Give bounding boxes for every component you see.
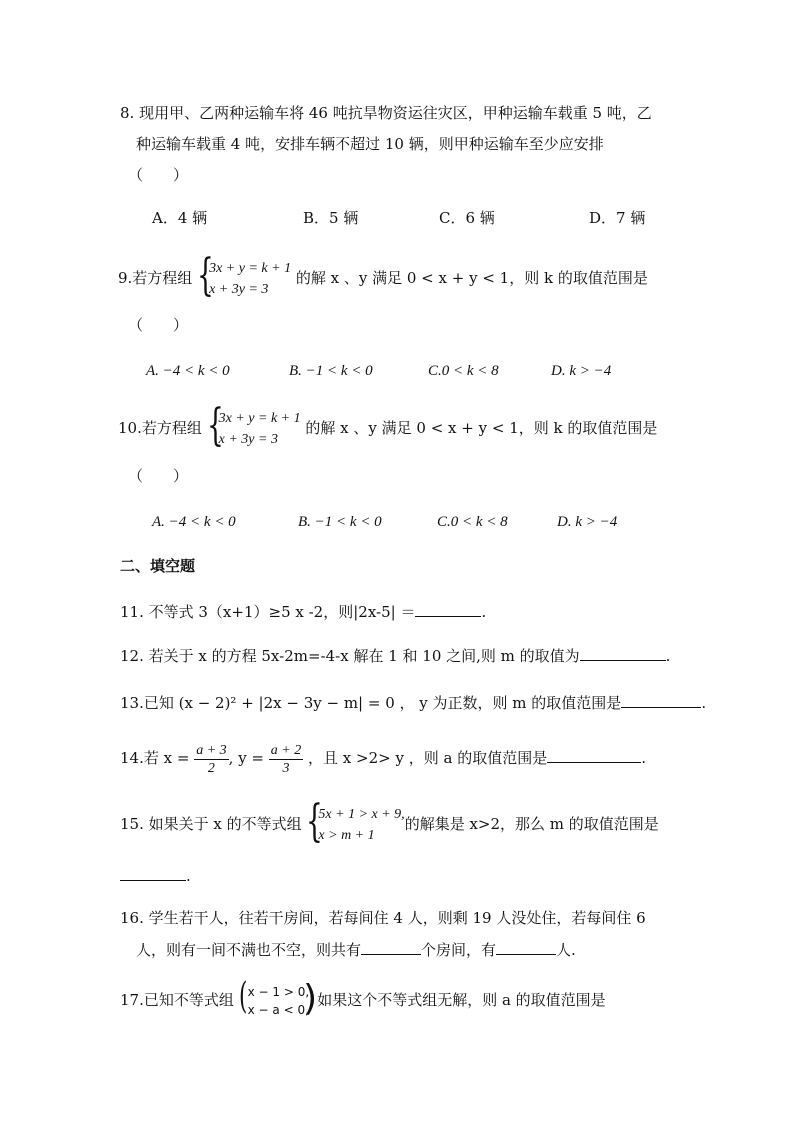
q14-mid: , y = [228, 749, 265, 767]
q15-line [120, 796, 659, 847]
q11-blank[interactable] [415, 602, 481, 617]
q15-answer-line [120, 866, 191, 886]
q12-line [120, 646, 670, 666]
q10-eq2: x + 3y = 3 [218, 432, 278, 447]
q17-prefix: 17.已知不等式组 [120, 991, 234, 1009]
q8-line2: 种运输车载重 4 吨，安排车辆不超过 10 辆，则甲种运输车至少应安排 [136, 135, 604, 153]
q8-option-d: D．7 辆 [589, 209, 646, 227]
q17-line [120, 978, 606, 1022]
q9-option-c: C.0 < k < 8 [428, 363, 499, 379]
q14-end: . [641, 749, 646, 767]
q14-suffix: ，且 x >2> y ，则 a 的取值范围是 [308, 749, 548, 767]
q15-blank[interactable] [120, 866, 186, 881]
q10-option-c: C.0 < k < 8 [437, 514, 508, 530]
q10-eq1: 3x + y = k + 1 [218, 411, 301, 426]
q8-option-a: A．4 辆 [152, 209, 208, 227]
section-heading-fill-in: 二、填空题 [120, 557, 196, 575]
q15-eq1: 5x + 1 > x + 9, [318, 807, 405, 822]
q16-line2 [136, 940, 576, 960]
q8-option-b: B．5 辆 [303, 209, 359, 227]
right-paren-icon: ) [303, 978, 318, 1019]
q9-eq2: x + 3y = 3 [209, 282, 269, 297]
q16-line1: 16. 学生若干人，往若干房间，若每间住 4 人，则剩 19 人没处住，若每间住 6 [120, 909, 646, 927]
q14-fraction-x [194, 742, 228, 777]
q10-suffix: 的解 x 、y 满足 0 < x + y < 1，则 k 的取值范围是 [305, 419, 658, 437]
q10-option-a: A. −4 < k < 0 [152, 514, 236, 530]
q8-answer-paren: （ ） [128, 166, 189, 184]
q9-prefix: 9.若方程组 [118, 269, 193, 287]
q13-text: 13.已知 (x − 2)² + |2x − 3y − m| = 0 ， y 为正数，则 m 的取值范围是 [120, 694, 622, 712]
q14-frac1-denominator: 2 [207, 760, 215, 776]
q15-eq2: x > m + 1 [318, 828, 375, 843]
q8-option-c: C．6 辆 [439, 209, 495, 227]
q14-frac1-numerator: a + 3 [196, 742, 227, 758]
q15-prefix: 15. 如果关于 x 的不等式组 [120, 815, 302, 833]
q15-end: . [186, 867, 191, 885]
q12-blank[interactable] [580, 646, 666, 661]
q13-line [120, 693, 706, 713]
q9-stem [118, 250, 648, 301]
q14-prefix: 14.若 x = [120, 749, 190, 767]
q8-line1: 8. 现用甲、乙两种运输车将 46 吨抗旱物资运往灾区，甲种运输车载重 5 吨，乙 [120, 104, 652, 122]
q15-suffix: 的解集是 x>2，那么 m 的取值范围是 [404, 815, 659, 833]
q10-prefix: 10.若方程组 [118, 419, 202, 437]
q14-line [120, 738, 646, 778]
q16-line2-part3: 人. [556, 941, 576, 959]
q10-stem [118, 400, 658, 451]
q10-answer-paren: （ ） [128, 467, 189, 485]
left-brace-icon: { [197, 250, 214, 301]
q9-option-a: A. −4 < k < 0 [146, 363, 230, 379]
left-brace-icon: { [206, 400, 224, 451]
q16-blank-rooms[interactable] [361, 940, 421, 955]
q14-frac2-denominator: 3 [282, 760, 290, 776]
q10-option-b: B. −1 < k < 0 [298, 514, 382, 530]
q10-option-d: D. k > −4 [557, 514, 618, 530]
q16-line2-part2: 个房间，有 [421, 941, 497, 959]
q9-option-b: B. −1 < k < 0 [289, 363, 373, 379]
q12-end: . [665, 647, 671, 665]
q17-eq2: x − a < 0, [247, 1003, 309, 1017]
q14-blank[interactable] [547, 748, 641, 763]
q17-suffix: 如果这个不等式组无解，则 a 的取值范围是 [317, 991, 606, 1009]
q13-blank[interactable] [621, 693, 701, 708]
left-brace-icon: ( [238, 976, 248, 1017]
q16-blank-students[interactable] [496, 940, 556, 955]
q9-option-d: D. k > −4 [551, 363, 612, 379]
q11-end: . [481, 603, 487, 621]
q17-inequality-system [238, 976, 318, 1019]
q11-line [120, 602, 486, 622]
q17-eq1: x − 1 > 0, [247, 985, 310, 999]
q9-equation-system [197, 250, 292, 301]
q15-inequality-system [306, 796, 405, 847]
q14-frac2-numerator: a + 2 [270, 742, 302, 758]
q11-text: 11. 不等式 3（x+1）≥5 x -2，则|2x-5| ＝ [120, 603, 416, 621]
left-brace-icon: { [306, 796, 324, 847]
q9-suffix: 的解 x 、y 满足 0 < x + y < 1，则 k 的取值范围是 [295, 269, 648, 287]
q9-answer-paren: （ ） [128, 316, 189, 334]
q16-line2-part1: 人，则有一间不满也不空，则共有 [136, 941, 362, 959]
q12-text: 12. 若关于 x 的方程 5x-2m=-4-x 解在 1 和 10 之间,则 m 的取值为 [120, 647, 580, 665]
q10-equation-system [206, 400, 301, 451]
q13-end: . [701, 694, 707, 712]
q9-eq1: 3x + y = k + 1 [209, 261, 292, 276]
q14-fraction-y [269, 742, 303, 777]
